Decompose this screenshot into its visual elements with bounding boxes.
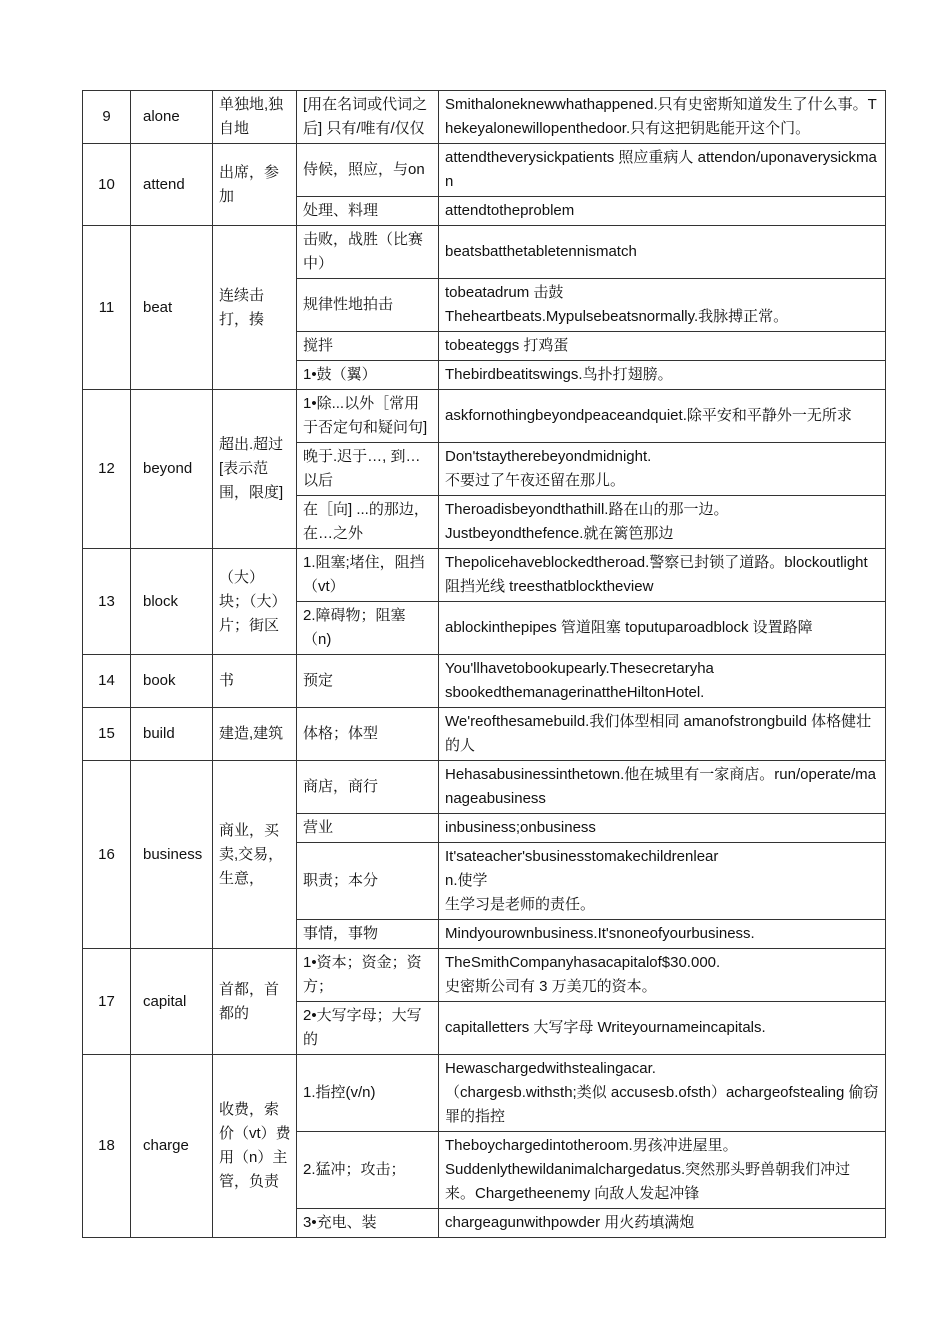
extended-meaning: 规律性地拍击 — [297, 279, 439, 332]
example-sentence: Mindyourownbusiness.It'snoneofyourbusiness. — [445, 925, 755, 942]
example-sentence: capitalletters 大写字母 Writeyournameincapitals. — [445, 1019, 766, 1036]
example-sentence: Smithaloneknewwhathappened.只有史密斯知道发生了什么事。Thekeyalonewillopenthedoor.只有这把钥匙能开这个门。 — [445, 96, 877, 137]
basic-meaning: 超出.超过 [表示范围，限度] — [213, 390, 297, 549]
headword: beyond — [131, 390, 213, 549]
extended-meaning: 2.猛冲；攻击； — [297, 1132, 439, 1209]
extended-meaning: 1•资本；资金；资方； — [297, 949, 439, 1002]
headword: capital — [131, 949, 213, 1055]
extended-meaning: 搅拌 — [297, 332, 439, 361]
basic-meaning: 收费，索价（vt）费用（n）主管，负责 — [213, 1055, 297, 1238]
example-cell — [439, 814, 886, 843]
example-cell — [439, 602, 886, 655]
example-cell — [439, 761, 886, 814]
example-sentence: askfornothingbeyondpeaceandquiet.除平安和平静外一无所求 — [445, 407, 852, 424]
example-cell — [439, 496, 886, 549]
basic-meaning: 首都，首都的 — [213, 949, 297, 1055]
headword: attend — [131, 144, 213, 226]
entry-number: 12 — [83, 390, 131, 549]
example-cell — [439, 549, 886, 602]
entry-number: 17 — [83, 949, 131, 1055]
extended-meaning: 2•大写字母；大写的 — [297, 1002, 439, 1055]
example-sentence: （chargesb.withsth;类似 accusesb.ofsth）achargeofstealing 偷窃罪的指控 — [445, 1084, 879, 1125]
example-cell — [439, 1002, 886, 1055]
headword: block — [131, 549, 213, 655]
example-cell — [439, 655, 886, 708]
example-cell — [439, 197, 886, 226]
example-cell — [439, 390, 886, 443]
example-sentence: 不要过了午夜还留在那儿。 — [445, 472, 626, 489]
entry-number: 14 — [83, 655, 131, 708]
example-cell — [439, 920, 886, 949]
extended-meaning: 营业 — [297, 814, 439, 843]
example-cell — [439, 1055, 886, 1132]
extended-meaning: 侍候，照应，与on — [297, 144, 439, 197]
example-sentence: Theroadisbeyondthathill.路在山的那一边。 — [445, 501, 729, 518]
entry-number: 18 — [83, 1055, 131, 1238]
entry-number: 10 — [83, 144, 131, 226]
extended-meaning: 1•鼓（翼） — [297, 361, 439, 390]
table-row — [83, 708, 886, 761]
extended-meaning: 3•充电、装 — [297, 1209, 439, 1238]
headword: beat — [131, 226, 213, 390]
example-cell — [439, 1209, 886, 1238]
entry-number: 13 — [83, 549, 131, 655]
basic-meaning: 建造,建筑 — [213, 708, 297, 761]
vocabulary-table-body — [83, 91, 886, 1238]
example-sentence: Thebirdbeatitswings.鸟扑打翅膀。 — [445, 366, 673, 383]
example-sentence: n.使学 — [445, 872, 488, 889]
example-sentence: Don'tstaytherebeyondmidnight. — [445, 448, 652, 465]
extended-meaning: 事情，事物 — [297, 920, 439, 949]
basic-meaning: 商业，买卖,交易，生意， — [213, 761, 297, 949]
extended-meaning: 1•除...以外［常用于否定句和疑问句] — [297, 390, 439, 443]
headword: build — [131, 708, 213, 761]
basic-meaning: 单独地,独自地 — [213, 91, 297, 144]
example-sentence: It'sateacher'sbusinesstomakechildrenlear — [445, 848, 719, 865]
extended-meaning: 在［向] ...的那边，在…之外 — [297, 496, 439, 549]
table-row — [83, 390, 886, 443]
example-sentence: ablockinthepipes 管道阻塞 toputuparoadblock 设置路障 — [445, 619, 813, 636]
example-sentence: You'llhavetobookupearly.Thesecretaryha — [445, 660, 714, 677]
extended-meaning: 晚于.迟于…, 到…以后 — [297, 443, 439, 496]
example-cell — [439, 226, 886, 279]
extended-meaning: 击败，战胜（比赛中） — [297, 226, 439, 279]
extended-meaning: 处理、料理 — [297, 197, 439, 226]
example-cell — [439, 361, 886, 390]
table-row — [83, 91, 886, 144]
example-cell — [439, 144, 886, 197]
basic-meaning: （大）块；（大）片；街区 — [213, 549, 297, 655]
example-sentence: We'reofthesamebuild.我们体型相同 amanofstrongbuild 体格健壮的人 — [445, 713, 872, 754]
example-sentence: Theboychargedintotheroom.男孩冲进屋里。 — [445, 1137, 738, 1154]
table-row — [83, 949, 886, 1002]
entry-number: 11 — [83, 226, 131, 390]
example-cell — [439, 443, 886, 496]
basic-meaning: 出席，参加 — [213, 144, 297, 226]
basic-meaning: 书 — [213, 655, 297, 708]
entry-number: 15 — [83, 708, 131, 761]
extended-meaning: 1.阻塞;堵住，阻挡（vt） — [297, 549, 439, 602]
example-sentence: Justbeyondthefence.就在篱笆那边 — [445, 525, 674, 542]
example-cell — [439, 332, 886, 361]
table-row — [83, 655, 886, 708]
example-sentence: inbusiness;onbusiness — [445, 819, 596, 836]
extended-meaning: 1.指控(v/n) — [297, 1055, 439, 1132]
extended-meaning: 职责；本分 — [297, 843, 439, 920]
table-row — [83, 549, 886, 602]
example-sentence: attendtheverysickpatients 照应重病人 attendon/uponaverysickman — [445, 149, 877, 190]
headword: alone — [131, 91, 213, 144]
example-sentence: tobeatadrum 击鼓 — [445, 284, 564, 301]
example-sentence: Theheartbeats.Mypulsebeatsnormally.我脉搏正常。 — [445, 308, 789, 325]
example-sentence: Thepolicehaveblockedtheroad.警察已封锁了道路。blockoutlight 阻挡光线 treesthatblocktheview — [445, 554, 868, 595]
table-row — [83, 761, 886, 814]
headword: book — [131, 655, 213, 708]
example-cell — [439, 91, 886, 144]
example-sentence: sbookedthemanagerinattheHiltonHotel. — [445, 684, 705, 701]
extended-meaning: 2.障碍物；阻塞（n) — [297, 602, 439, 655]
extended-meaning: [用在名词或代词之后] 只有/唯有/仅仅 — [297, 91, 439, 144]
example-sentence: TheSmithCompanyhasacapitalof$30.000. — [445, 954, 721, 971]
headword: business — [131, 761, 213, 949]
headword: charge — [131, 1055, 213, 1238]
example-cell — [439, 1132, 886, 1209]
basic-meaning: 连续击打，揍 — [213, 226, 297, 390]
example-sentence: 生学习是老师的责任。 — [445, 896, 596, 913]
example-sentence: Hewaschargedwithstealingacar. — [445, 1060, 656, 1077]
example-cell — [439, 708, 886, 761]
example-sentence: chargeagunwithpowder 用火药填满炮 — [445, 1214, 695, 1231]
vocabulary-table — [82, 90, 886, 1238]
example-sentence: Suddenlythewildanimalchargedatus.突然那头野兽朝我们冲过来。Chargetheenemy 向敌人发起冲锋 — [445, 1161, 851, 1202]
table-row — [83, 1055, 886, 1132]
example-sentence: beatsbatthetabletennismatch — [445, 243, 637, 260]
example-sentence: tobeateggs 打鸡蛋 — [445, 337, 569, 354]
table-row — [83, 226, 886, 279]
example-sentence: 史密斯公司有 3 万美兀的资本。 — [445, 978, 657, 995]
example-sentence: attendtotheproblem — [445, 202, 575, 219]
example-sentence: Hehasabusinessinthetown.他在城里有一家商店。run/operate/manageabusiness — [445, 766, 877, 807]
table-row — [83, 144, 886, 197]
extended-meaning: 预定 — [297, 655, 439, 708]
entry-number: 16 — [83, 761, 131, 949]
example-cell — [439, 843, 886, 920]
entry-number: 9 — [83, 91, 131, 144]
extended-meaning: 体格；体型 — [297, 708, 439, 761]
example-cell — [439, 949, 886, 1002]
example-cell — [439, 279, 886, 332]
extended-meaning: 商店，商行 — [297, 761, 439, 814]
